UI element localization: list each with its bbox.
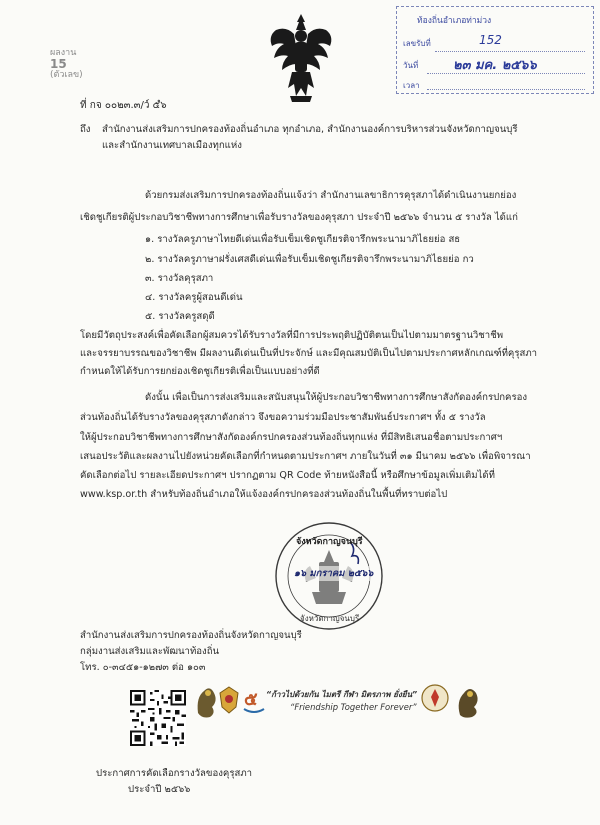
margin-note-line: ผลงาน	[50, 48, 77, 58]
anniversary-logo	[242, 683, 266, 717]
sender-phone: โทร. ๐-๓๔๕๑-๑๒๗๓ ต่อ ๑๐๓	[80, 662, 206, 673]
seal-bottom-text: จังหวัดกาญจนบุรี	[300, 614, 360, 623]
body-line: ให้ผู้ประกอบวิชาชีพทางการศึกษาสังกัดองค์กรปกครองส่วนท้องถิ่นทุกแห่ง ที่มีสิทธิเสนอชื่อตามประกาศฯ	[80, 432, 503, 443]
mascot-logo	[452, 683, 482, 719]
body-line: กำหนดให้ได้รับการยกย่องเชิดชูเกียรติเพื่อเป็นแบบอย่างที่ดี	[80, 366, 320, 377]
garuda-emblem	[266, 12, 336, 104]
body-line: คัดเลือกต่อไป รายละเอียดประกาศฯ ปรากฏตาม QR Code ท้ายหนังสือนี้ หรือศึกษาข้อมูลเพิ่มเติมได้ที่	[80, 470, 495, 481]
body-line: www.ksp.or.th สำหรับท้องถิ่นอำเภอให้แจ้งองค์กรปกครองส่วนท้องถิ่นในพื้นที่ทราบต่อไป	[80, 489, 448, 500]
emblem-logo	[420, 683, 450, 713]
award-item: ๓. รางวัลคุรุสภา	[145, 273, 214, 284]
body-line: และจรรยาบรรณของวิชาชีพ มีผลงานดีเด่นเป็นที่ประจักษ์ และมีคุณสมบัติเป็นไปตามประกาศหลักเกณฑ์ที่คุรุสภา	[80, 348, 538, 359]
receiving-stamp	[396, 6, 594, 94]
slogan-english: “Friendship Together Forever”	[290, 702, 417, 712]
official-seal	[272, 520, 386, 632]
stamp-rule	[427, 89, 585, 90]
sender-division: กลุ่มงานส่งเสริมและพัฒนาท้องถิ่น	[80, 646, 220, 657]
body-line: โดยมีวัตถุประสงค์เพื่อคัดเลือกผู้สมควรได้รับรางวัลที่มีการประพฤติปฏิบัติตนเป็นไปตามมาตรฐานวิชาชีพ	[80, 330, 504, 341]
qr-code[interactable]	[130, 690, 186, 746]
margin-note	[50, 48, 83, 81]
body-line: ด้วยกรมส่งเสริมการปกครองท้องถิ่นแจ้งว่า สำนักงานเลขาธิการคุรุสภาได้ดำเนินงานยกย่อง	[145, 190, 517, 201]
award-item: ๕. รางวัลครูสดุดี	[145, 311, 215, 322]
margin-note-line: (ตัวเลข)	[50, 70, 83, 80]
seal-top-text: จังหวัดกาญจนบุรี	[296, 537, 363, 547]
document-number: ที่ กจ ๐๐๒๓.๓/ว์ ๕ํ๖	[80, 100, 167, 111]
body-line: ส่วนท้องถิ่นได้รับรางวัลของคุรุสภาดังกล่าว จึงขอความร่วมมือประชาสัมพันธ์ประกาศฯ ทั้ง ๕ รางวัล	[80, 412, 486, 423]
stamp-received-no: 152	[479, 33, 502, 47]
mascot-logo	[192, 683, 220, 719]
body-line: เสนอประวัติและผลงานไปยังหน่วยคัดเลือกที่กำหนดตามประกาศฯ ภายในวันที่ ๓๑ มีนาคม ๒๕๖๖ เพื่อพิจารณา	[80, 451, 531, 462]
award-item: ๑. รางวัลครูภาษาไทยดีเด่นเพื่อรับเข็มเชิดชูเกียรติจารึกพระนามาภิไธยย่อ สธ	[145, 234, 461, 245]
to-recipients-line1: สำนักงานส่งเสริมการปกครองท้องถิ่นอำเภอ ทุกอำเภอ, สำนักงานองค์การบริหารส่วนจังหวัดกาญจนบุรี	[102, 124, 518, 135]
svg-text:๕: ๕	[244, 689, 258, 710]
stamp-office: ท้องถิ่นอำเภอท่าม่วง	[417, 16, 492, 26]
slogan-thai: “ก้าวไปด้วยกัน ไมตรี กีฬา มิตรภาพ ยั่งยืน”	[266, 690, 418, 699]
to-label: ถึง	[80, 124, 91, 135]
sender-office: สำนักงานส่งเสริมการปกครองท้องถิ่นจังหวัดกาญจนบุรี	[80, 630, 302, 641]
stamp-received-no-label: เลขรับที่	[403, 39, 431, 48]
body-line: ดังนั้น เพื่อเป็นการส่งเสริมและสนับสนุนให้ผู้ประกอบวิชาชีพทางการศึกษาสังกัดองค์กรปกครอง	[145, 392, 528, 403]
body-line: เชิดชูเกียรติผู้ประกอบวิชาชีพทางการศึกษาเพื่อรับรางวัลของคุรุสภา ประจำปี ๒๕๖๖ จำนวน ๕ รางวัล ได้แก่	[80, 212, 518, 223]
stamp-date: ๒๓ มค. ๒๕๖๖	[453, 58, 537, 73]
award-item: ๒. รางวัลครูภาษาฝรั่งเศสดีเด่นเพื่อรับเข็มเชิดชูเกียรติจารึกพระนามาภิไธยย่อ กว	[145, 254, 474, 265]
stamp-rule	[427, 73, 585, 74]
seal-date: ๑๖ มกราคม ๒๕๖๖	[294, 568, 374, 579]
qr-caption-line1: ประกาศการคัดเลือกรางวัลของคุรุสภา	[96, 768, 253, 779]
stamp-time-label: เวลา	[403, 81, 420, 90]
crest-logo	[218, 685, 240, 715]
award-item: ๔. รางวัลครูผู้สอนดีเด่น	[145, 292, 243, 303]
margin-note-line: 15	[50, 57, 67, 71]
qr-caption-line2: ประจำปี ๒๕๖๖	[128, 784, 191, 795]
to-recipients-line2: และสำนักงานเทศบาลเมืองทุกแห่ง	[102, 140, 242, 151]
stamp-date-label: วันที่	[403, 61, 419, 70]
stamp-rule	[435, 51, 585, 52]
